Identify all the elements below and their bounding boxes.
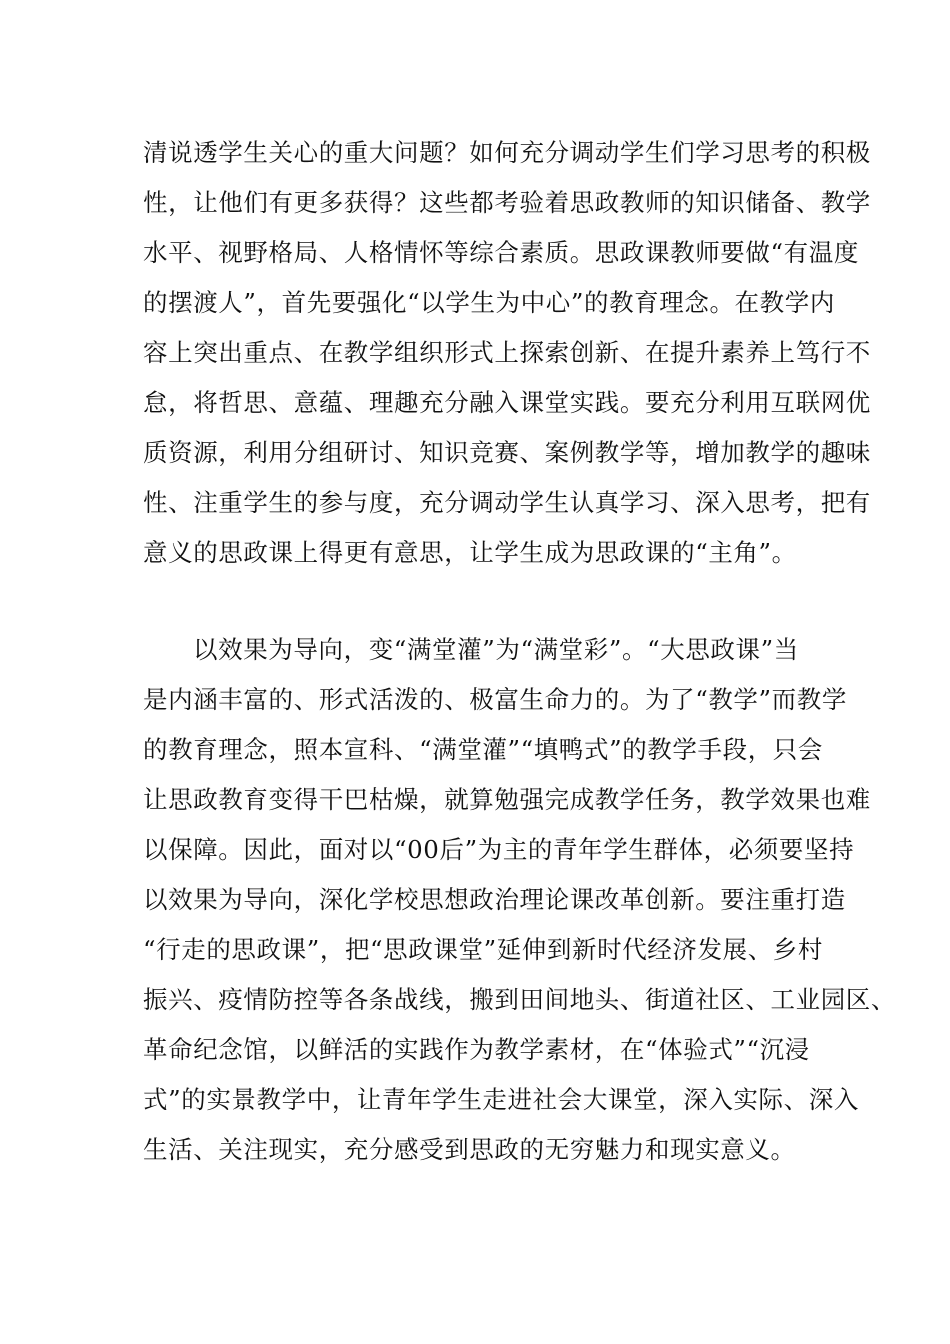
text-line: 式”的实景教学中，让青年学生走进社会大课堂，深入实际、深入	[143, 1085, 859, 1114]
text-line: 容上突出重点、在教学组织形式上探索创新、在提升素养上笃行不	[143, 338, 871, 367]
text-line: 的摆渡人”，首先要强化“以学生为中心”的教育理念。在教学内	[143, 288, 835, 317]
text-line: 振兴、疫情防控等各条战线，搬到田间地头、街道社区、工业园区、	[143, 985, 896, 1014]
text-line: 让思政教育变得干巴枯燥，就算勉强完成教学任务，教学效果也难	[143, 785, 871, 814]
text-line: 生活、关注现实，充分感受到思政的无穷魅力和现实意义。	[143, 1135, 796, 1164]
text-line: 的教育理念，照本宣科、“满堂灌”“填鸭式”的教学手段，只会	[143, 735, 823, 764]
text-line: 性、注重学生的参与度，充分调动学生认真学习、深入思考，把有	[143, 488, 871, 517]
text-line: 革命纪念馆，以鲜活的实践作为教学素材，在“体验式”“沉浸	[143, 1035, 810, 1064]
text-line: 怠，将哲思、意蕴、理趣充分融入课堂实践。要充分利用互联网优	[143, 388, 871, 417]
text-line: “行走的思政课”，把“思政课堂”延伸到新时代经济发展、乡村	[143, 935, 823, 964]
text-line: 以效果为导向，深化学校思想政治理论课改革创新。要注重打造	[143, 885, 846, 914]
text-line: 性，让他们有更多获得？这些都考验着思政教师的知识储备、教学	[143, 188, 871, 217]
text-line: 是内涵丰富的、形式活泼的、极富生命力的。为了“教学”而教学	[143, 685, 847, 714]
text-line: 以效果为导向，变“满堂灌”为“满堂彩”。“大思政课”当	[193, 635, 799, 664]
text-line: 以保障。因此，面对以“00后”为主的青年学生群体，必须要坚持	[143, 835, 855, 864]
text-line: 意义的思政课上得更有意思，让学生成为思政课的“主角”。	[143, 538, 797, 567]
text-line: 质资源，利用分组研讨、知识竞赛、案例教学等，增加教学的趣味	[143, 438, 871, 467]
text-line: 清说透学生关心的重大问题？如何充分调动学生们学习思考的积极	[143, 138, 871, 167]
text-line: 水平、视野格局、人格情怀等综合素质。思政课教师要做“有温度	[143, 238, 859, 267]
